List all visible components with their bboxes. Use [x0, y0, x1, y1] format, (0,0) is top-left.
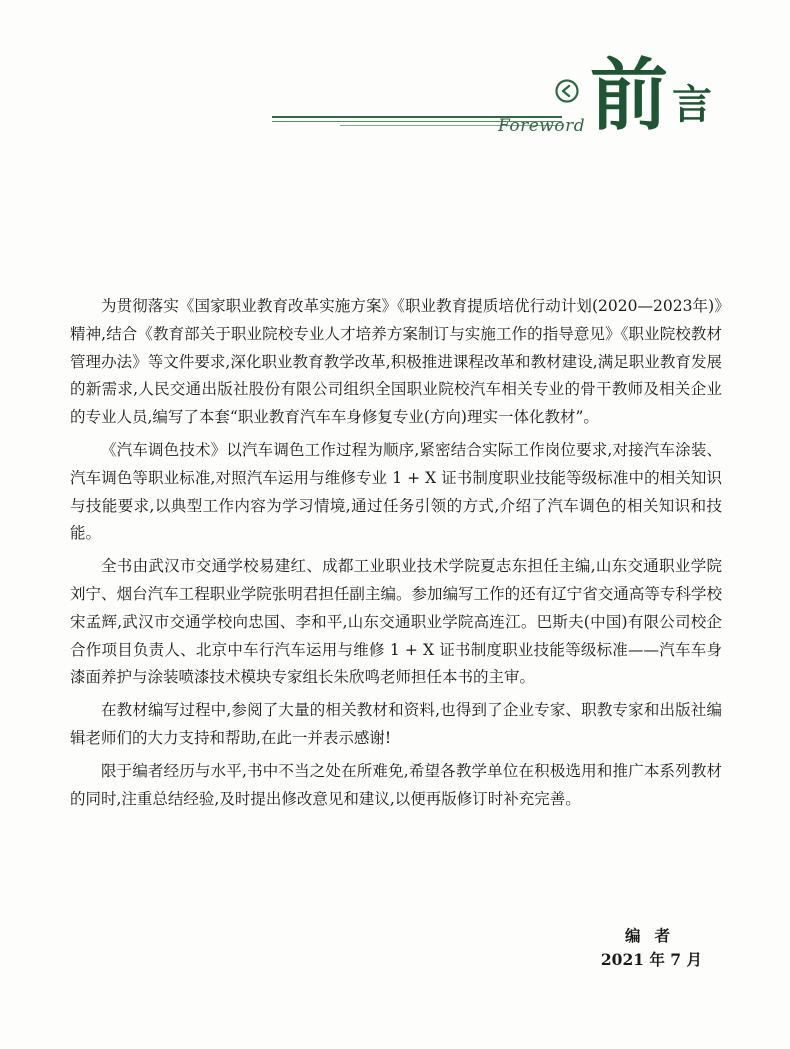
paragraph-4: 在教材编写过程中,参阅了大量的相关教材和资料,也得到了企业专家、职教专家和出版社编辑老师们的大力支持和帮助,在此一并表示感谢!: [70, 701, 722, 747]
signature-author: 编者: [624, 926, 684, 945]
arrow-left-circle-icon: [554, 78, 580, 104]
page-title-main: 前: [590, 51, 669, 141]
paragraph-1: 为贯彻落实《国家职业教育改革实施方案》《职业教育提质培优行动计划(2020—2023年)》精神,结合《教育部关于职业院校专业人才培养方案制订与实施工作的指导意见》《职业院校教材管理办法》等文件要求,深化职业教育教学改革,积极推进课程改革和教材建设,满足职业教育发展的新需求,人民交通出版社股份有限公司组织全国职业院校汽车相关专业的骨干教师及相关企业的专业人员,编写了本套“职业教育汽车车身修复专业(方向)理实一体化教材”。: [70, 297, 722, 427]
paragraph-3: 全书由武汉市交通学校易建红、成都工业职业技术学院夏志东担任主编,山东交通职业学院刘宁、烟台汽车工程职业学院张明君担任副主编。参加编写工作的还有辽宁省交通高等专科学校宋孟辉,武汉市交通学校向忠国、李和平,山东交通职业学院高连江。巴斯夫(中国)有限公司校企合作项目负责人、北京中车行汽车运用与维修 1 + X 证书制度职业技能等级标准——汽车车身漆面养护与涂装喷漆技术模块专家组长朱欣鸣老师担任本书的主审。: [70, 557, 722, 687]
signature-date: 2021 年 7 月: [600, 950, 702, 969]
page-title-second: 言: [672, 82, 713, 128]
paragraph-5: 限于编者经历与水平,书中不当之处在所难免,希望各教学单位在积极选用和推广本系列教材的同时,注重总结经验,及时提出修改意见和建议,以便再版修订时补充完善。: [70, 761, 722, 808]
page-title: [590, 48, 713, 141]
paragraph-2: 《汽车调色技术》以汽车调色工作过程为顺序,紧密结合实际工作岗位要求,对接汽车涂装、汽车调色等职业标准,对照汽车运用与维修专业 1 + X 证书制度职业技能等级标准中的相关知识与技能要求,以典型工作内容为学习情境,通过任务引领的方式,介绍了汽车调色的相关知识和技能。: [70, 440, 722, 543]
page-title-english: Foreword: [498, 116, 586, 136]
foreword-body: [70, 293, 722, 813]
